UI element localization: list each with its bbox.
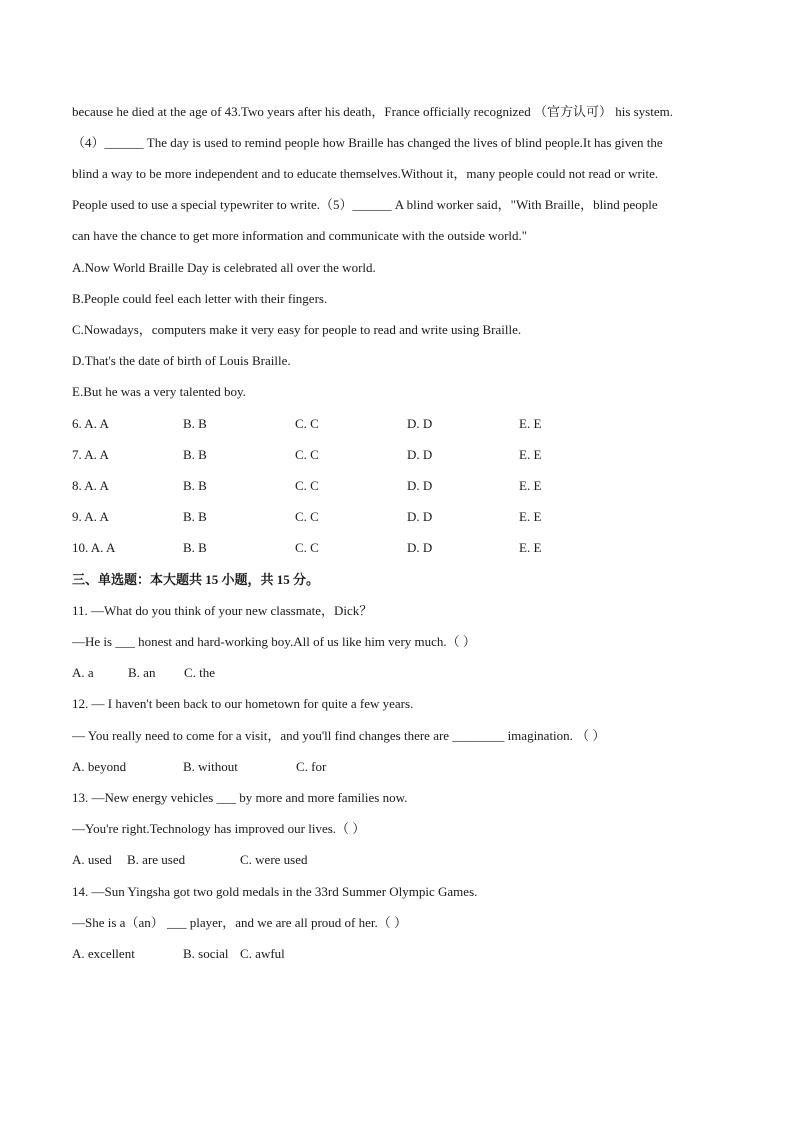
option-b[interactable]: B. B xyxy=(183,509,207,524)
option-a[interactable]: 9. A. A xyxy=(72,509,109,524)
passage-text: can have the chance to get more information and communicate with the outside world." xyxy=(72,228,528,243)
option-a[interactable]: 7. A. A xyxy=(72,447,109,462)
question-11-response: —He is ___ honest and hard-working boy.All of us like him very much.（ ） xyxy=(72,634,476,649)
question-14-prompt: 14. —Sun Yingsha got two gold medals in the 33rd Summer Olympic Games. xyxy=(72,884,478,899)
passage-line-3 xyxy=(72,165,658,183)
option-c[interactable]: C. were used xyxy=(240,852,308,867)
choice-e: E.But he was a very talented boy. xyxy=(72,384,246,399)
option-b[interactable]: B. without xyxy=(183,759,238,774)
question-13-prompt: 13. —New energy vehicles ___ by more and more families now. xyxy=(72,790,408,805)
option-d[interactable]: D. D xyxy=(407,447,433,462)
option-c[interactable]: C. awful xyxy=(240,946,285,961)
question-14-response: —She is a（an） ___ player，and we are all proud of her.（ ） xyxy=(72,915,408,930)
option-e[interactable]: E. E xyxy=(519,416,542,431)
question-12-response: — You really need to come for a visit，and you'll find changes there are ________ imagination. （ ） xyxy=(72,728,606,743)
option-b[interactable]: B. B xyxy=(183,478,207,493)
passage-line-5 xyxy=(72,227,527,245)
option-b[interactable]: B. social xyxy=(183,946,229,961)
option-e[interactable]: E. E xyxy=(519,478,542,493)
option-d[interactable]: D. D xyxy=(407,478,433,493)
option-c[interactable]: C. for xyxy=(296,759,327,774)
passage-line-2 xyxy=(72,134,663,152)
option-c[interactable]: C. C xyxy=(295,540,319,555)
option-c[interactable]: C. C xyxy=(295,509,319,524)
question-13-response: —You're right.Technology has improved our lives.（ ） xyxy=(72,821,366,836)
option-c[interactable]: C. the xyxy=(184,665,216,680)
choice-a: A.Now World Braille Day is celebrated all over the world. xyxy=(72,260,376,275)
option-b[interactable]: B. B xyxy=(183,416,207,431)
choice-b: B.People could feel each letter with their fingers. xyxy=(72,291,328,306)
option-a[interactable]: A. excellent xyxy=(72,946,135,961)
option-e[interactable]: E. E xyxy=(519,540,542,555)
section-heading: 三、单选题：本大题共 15 小题，共 15 分。 xyxy=(72,572,320,587)
option-c[interactable]: C. C xyxy=(295,416,319,431)
option-a[interactable]: A. beyond xyxy=(72,759,127,774)
option-c[interactable]: C. C xyxy=(295,447,319,462)
option-c[interactable]: C. C xyxy=(295,478,319,493)
option-b[interactable]: B. are used xyxy=(127,852,186,867)
option-d[interactable]: D. D xyxy=(407,416,433,431)
passage-line-1 xyxy=(72,103,722,121)
passage-line-4 xyxy=(72,196,658,214)
question-12-prompt: 12. — I haven't been back to our hometown for quite a few years. xyxy=(72,696,414,711)
passage-text: blind a way to be more independent and to educate themselves.Without it，many people could not read or write. xyxy=(72,166,659,181)
option-d[interactable]: D. D xyxy=(407,509,433,524)
question-11-prompt: 11. —What do you think of your new classmate，Dick？ xyxy=(72,603,373,618)
option-b[interactable]: B. B xyxy=(183,447,207,462)
choice-d: D.That's the date of birth of Louis Braille. xyxy=(72,353,291,368)
option-a[interactable]: A. used xyxy=(72,852,112,867)
option-e[interactable]: E. E xyxy=(519,509,542,524)
option-b[interactable]: B. an xyxy=(128,665,156,680)
passage-text: People used to use a special typewriter to write.（5）______ A blind worker said，"With Braille，blind people xyxy=(72,197,658,212)
option-a[interactable]: A. a xyxy=(72,665,94,680)
option-d[interactable]: D. D xyxy=(407,540,433,555)
option-a[interactable]: 10. A. A xyxy=(72,540,116,555)
passage-text: （4）______ The day is used to remind people how Braille has changed the lives of blind people.It has given the xyxy=(72,135,663,150)
choice-c: C.Nowadays，computers make it very easy for people to read and write using Braille. xyxy=(72,322,522,337)
passage-text: because he died at the age of 43.Two years after his death，France officially recognized （官方认可） his system. xyxy=(72,104,673,119)
option-a[interactable]: 6. A. A xyxy=(72,416,109,431)
option-e[interactable]: E. E xyxy=(519,447,542,462)
option-a[interactable]: 8. A. A xyxy=(72,478,109,493)
option-b[interactable]: B. B xyxy=(183,540,207,555)
